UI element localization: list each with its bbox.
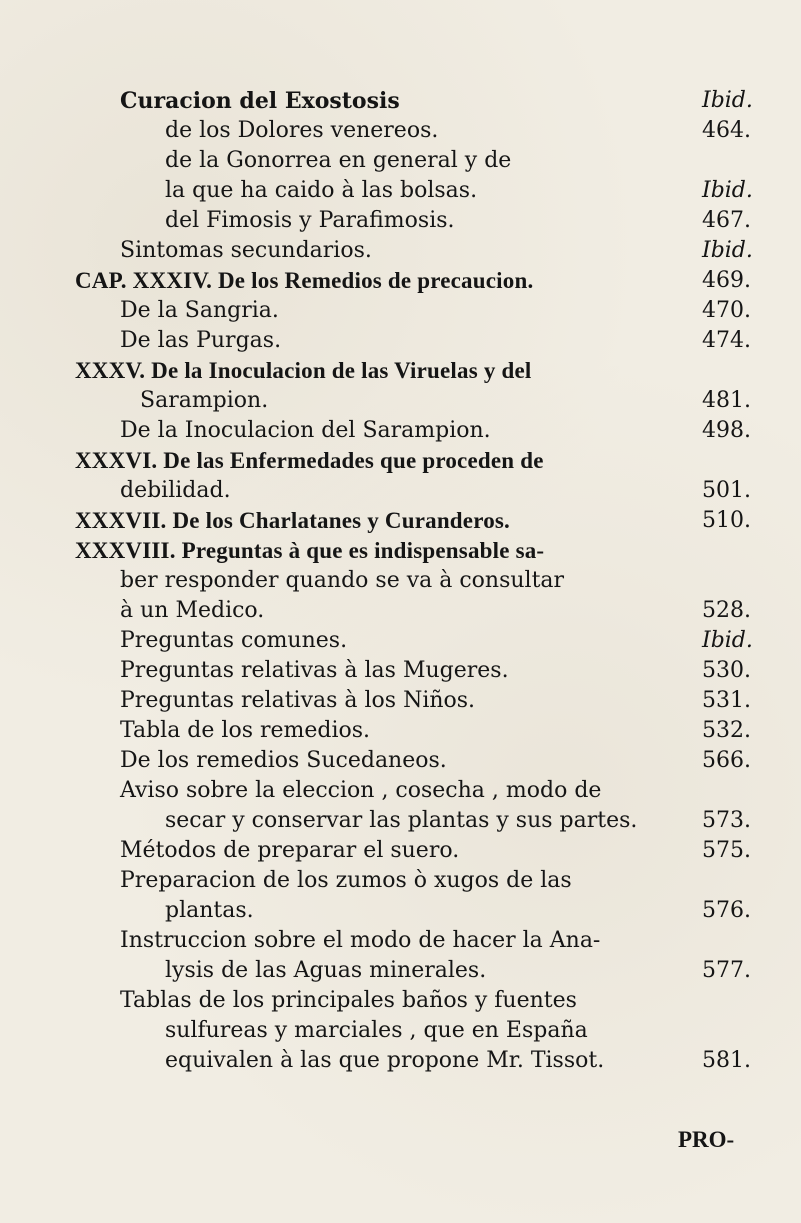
toc-entry-text: Instruccion sobre el modo de hacer la Ana- [120, 928, 601, 953]
toc-entry-page: 501. [702, 478, 751, 503]
toc-entry [0, 1046, 801, 1076]
toc-entry-page: 575. [702, 838, 751, 863]
toc-entry-text: Tabla de los remedios. [120, 718, 371, 743]
toc-entry [0, 686, 801, 716]
toc-entry-text: Métodos de preparar el suero. [120, 838, 460, 863]
toc-entry [0, 416, 801, 446]
toc-entry-text: De los remedios Sucedaneos. [120, 748, 447, 773]
toc-entry-page: Ibid. [702, 88, 753, 113]
toc-entry-page: Ibid. [702, 628, 753, 653]
toc-entry [0, 656, 801, 686]
toc-entry [0, 206, 801, 236]
toc-entry-page: 528. [702, 598, 751, 623]
toc-entry [0, 266, 801, 296]
toc-entry-text: Preparacion de los zumos ò xugos de las [120, 868, 572, 893]
toc-entry-text: secar y conservar las plantas y sus partes. [165, 808, 638, 833]
toc-entry-page: 566. [702, 748, 751, 773]
toc-entry-text: Sintomas secundarios. [120, 238, 372, 263]
toc-entry-text: Preguntas comunes. [120, 628, 348, 653]
toc-entry-text: CAP. XXXIV. De los Remedios de precaucion. [75, 268, 534, 293]
toc-entry-text: XXXVII. De los Charlatanes y Curanderos. [75, 508, 511, 533]
toc-entry [0, 926, 801, 956]
toc-entry-text: la que ha caido à las bolsas. [165, 178, 478, 203]
toc-entry [0, 866, 801, 896]
toc-entry-page: 498. [702, 418, 751, 443]
toc-entry-text: lysis de las Aguas minerales. [165, 958, 487, 983]
toc-entry-page: 576. [702, 898, 751, 923]
toc-entry-page: 532. [702, 718, 751, 743]
toc-entry-page: 469. [702, 268, 751, 293]
toc-entry [0, 476, 801, 506]
toc-entry-page: 470. [702, 298, 751, 323]
toc-entry [0, 836, 801, 866]
toc-entry-page: 464. [702, 118, 751, 143]
toc-entry [0, 596, 801, 626]
toc-entry-text: De la Sangria. [120, 298, 279, 323]
toc-entry-page: 577. [702, 958, 751, 983]
toc-entry-page: 573. [702, 808, 751, 833]
toc-entry-text: sulfureas y marciales , que en España [165, 1018, 588, 1043]
toc-entry-page: 581. [702, 1048, 751, 1073]
toc-entry [0, 1016, 801, 1046]
toc-entry-page: 467. [702, 208, 751, 233]
toc-entry-text: debilidad. [120, 478, 231, 503]
toc-entry-text: Sarampion. [140, 388, 269, 413]
toc-entry [0, 806, 801, 836]
toc-entry-text: ber responder quando se va à consultar [120, 568, 565, 593]
toc-entry-text: De la Inoculacion del Sarampion. [120, 418, 491, 443]
toc-entry-page: Ibid. [702, 238, 753, 263]
toc-entry-text: à un Medico. [120, 598, 265, 623]
toc-entry [0, 146, 801, 176]
toc-entry-page: 510. [702, 508, 751, 533]
table-of-contents [0, 86, 801, 1076]
toc-entry-text: plantas. [165, 898, 254, 923]
toc-entry-text: XXXVI. De las Enfermedades que proceden de [75, 448, 544, 473]
toc-entry [0, 386, 801, 416]
toc-entry-text: Preguntas relativas à los Niños. [120, 688, 476, 713]
toc-entry-page: 481. [702, 388, 751, 413]
toc-entry-text: De las Purgas. [120, 328, 282, 353]
toc-entry-page: 530. [702, 658, 751, 683]
toc-entry [0, 956, 801, 986]
toc-entry [0, 716, 801, 746]
toc-entry [0, 506, 801, 536]
toc-entry-text: XXXVIII. Preguntas à que es indispensable sa- [75, 538, 545, 563]
toc-entry [0, 986, 801, 1016]
toc-entry-text: equivalen à las que propone Mr. Tissot. [165, 1048, 605, 1073]
toc-entry-page: 531. [702, 688, 751, 713]
toc-entry [0, 176, 801, 206]
toc-entry-text: Curacion del Exostosis [120, 88, 400, 114]
toc-entry [0, 86, 801, 116]
toc-entry [0, 296, 801, 326]
toc-entry [0, 446, 801, 476]
toc-entry-text: XXXV. De la Inoculacion de las Viruelas y del [75, 358, 532, 383]
toc-entry-text: Tablas de los principales baños y fuentes [120, 988, 577, 1013]
toc-entry [0, 326, 801, 356]
toc-entry [0, 536, 801, 566]
catchword: PRO- [678, 1127, 735, 1152]
toc-entry-text: Aviso sobre la eleccion , cosecha , modo de [120, 778, 602, 803]
toc-entry [0, 776, 801, 806]
toc-entry [0, 566, 801, 596]
toc-entry [0, 116, 801, 146]
toc-entry-text: Preguntas relativas à las Mugeres. [120, 658, 509, 683]
toc-entry [0, 356, 801, 386]
toc-entry [0, 896, 801, 926]
toc-entry [0, 746, 801, 776]
toc-entry [0, 626, 801, 656]
toc-entry-text: del Fimosis y Parafimosis. [165, 208, 455, 233]
toc-entry-page: 474. [702, 328, 751, 353]
toc-entry-text: de los Dolores venereos. [165, 118, 439, 143]
toc-entry-text: de la Gonorrea en general y de [165, 148, 512, 173]
toc-entry [0, 236, 801, 266]
toc-entry-page: Ibid. [702, 178, 753, 203]
